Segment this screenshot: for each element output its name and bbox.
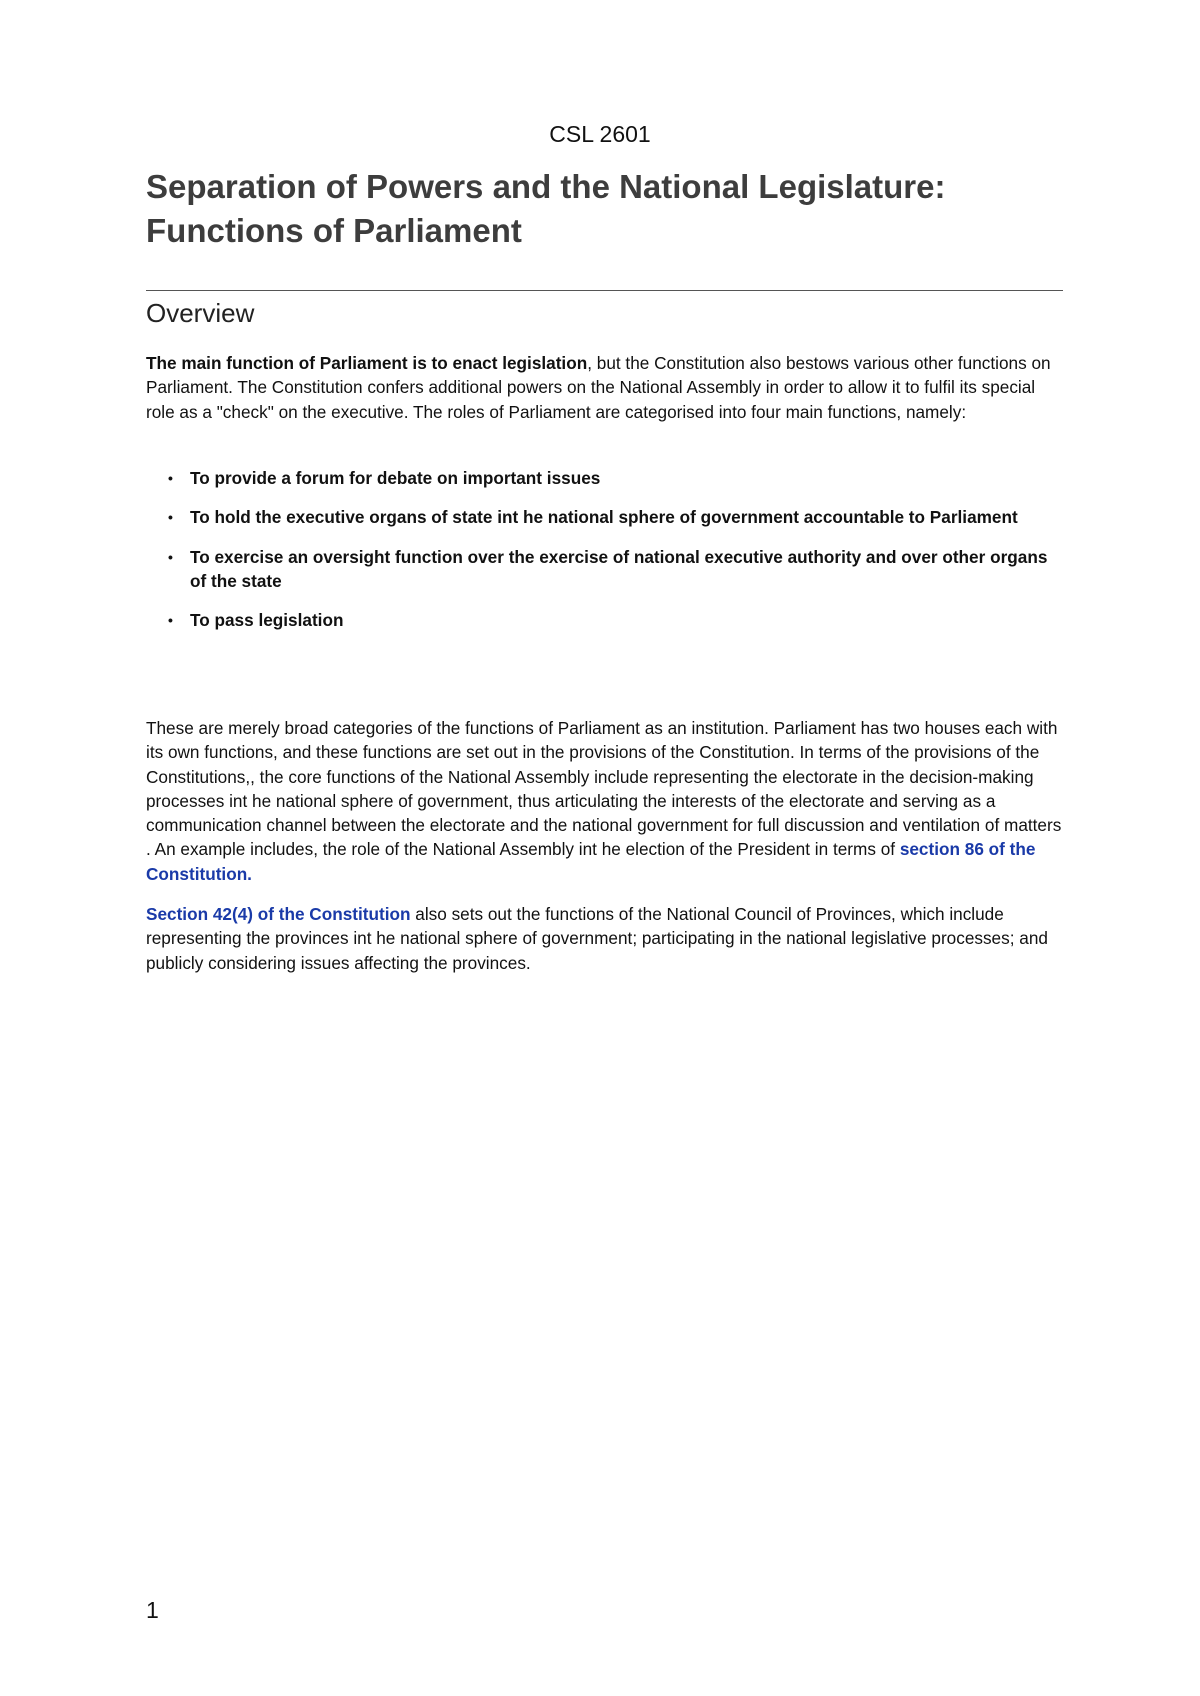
categories-text: These are merely broad categories of the functions of Parliament as an institution. Parliament has two houses each with its own functions, and these functions are set out in the provisions of the Constitution. In terms of the provisions of the Constitutions,, the core functions of the National Assembly include representing the electorate in the decision-making processes int he national sphere of government, thus articulating the interests of the electorate and serving as a communication channel between the electorate and the national government for full discussion and ventilation of matters . An example includes, the role of the National Assembly int he election of the President in terms of	[146, 718, 1062, 860]
list-item-text: To hold the executive organs of state int he national sphere of government accountable to Parliament	[190, 507, 1018, 528]
list-item-text: To provide a forum for debate on important issues	[190, 468, 601, 488]
section-42-link[interactable]: Section 42(4) of the Constitution	[146, 904, 411, 924]
overview-heading: Overview	[146, 298, 255, 328]
intro-paragraph	[146, 351, 1066, 424]
page-title: Separation of Powers and the National Legislature: Functions of Parliament	[146, 168, 946, 249]
list-item-text: To pass legislation	[190, 610, 344, 631]
ncop-text: also sets out the functions of the National Council of Provinces, which include representing the provinces int he national sphere of government; participating in the national legislative processes; and publicly considering issues affecting the provinces.	[146, 904, 1048, 973]
bullet-icon: •	[168, 509, 173, 526]
page-number: 1	[146, 1597, 159, 1623]
list-item	[146, 466, 1066, 490]
title-divider	[146, 290, 1063, 291]
list-item	[146, 545, 1066, 594]
section-86-link[interactable]: section 86 of the Constitution.	[146, 839, 1036, 884]
list-item-text: To exercise an oversight function over the exercise of national executive authority and over other organs of the state	[190, 546, 1048, 591]
intro-bold-text: The main function of Parliament is to enact legislation	[146, 353, 588, 373]
course-code: CSL 2601	[549, 121, 651, 147]
intro-text: , but the Constitution also bestows various other functions on Parliament. The Constitution confers additional powers on the National Assembly in order to allow it to fulfil its special role as a "check" on the executive. The roles of Parliament are categorised into four main functions, namely:	[146, 353, 1051, 422]
bullet-icon: •	[168, 548, 173, 565]
list-item	[146, 505, 1066, 529]
list-item	[146, 608, 1066, 632]
categories-paragraph	[146, 716, 1066, 886]
functions-list	[146, 466, 1066, 647]
bullet-icon: •	[168, 612, 173, 629]
bullet-icon: •	[168, 470, 173, 486]
ncop-paragraph	[146, 902, 1066, 975]
